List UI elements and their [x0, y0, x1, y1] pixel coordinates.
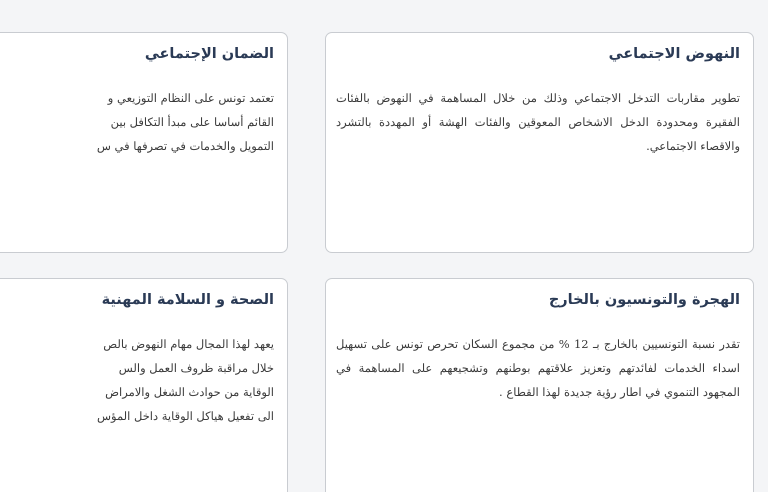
card-description-line: يعهد لهذا المجال مهام النهوض بالص: [103, 337, 274, 351]
card-description-line: تعتمد تونس على النظام التوزيعي و: [107, 91, 274, 105]
card-description: [0, 332, 274, 428]
card-social-promotion[interactable]: [325, 32, 754, 253]
card-description: [0, 86, 274, 158]
card-title[interactable]: النهوض الاجتماعي: [608, 46, 740, 62]
card-title[interactable]: الهجرة والتونسيون بالخارج: [548, 292, 740, 308]
card-occupational-health[interactable]: [0, 278, 288, 492]
card-description: تقدر نسبة التونسيين بالخارج بـ 12 % من مجموع السكان تحرص تونس على تسهيل اسداء الخدمات لفائدتهم وتعزيز علاقتهم بوطنهم وتشجيعهم على المساهمة في المجهود التنموي في اطار رؤية جديدة لهذا القطاع .: [336, 337, 740, 399]
card-social-security[interactable]: [0, 32, 288, 253]
card-description-line: القائم أساسا على مبدأ التكافل بين: [110, 115, 274, 129]
card-description-line: الوقاية من حوادث الشغل والامراض: [105, 385, 274, 399]
card-title[interactable]: الضمان الإجتماعي: [144, 46, 274, 62]
card-description: تطوير مقاربات التدخل الاجتماعي وذلك من خلال المساهمة في النهوض بالفئات الفقيرة ومحدودة الدخل الاشخاص المعوقين والفئات الهشة أو المهددة بالتشرد والاقصاء الاجتماعي.: [336, 91, 740, 153]
card-description-line: التمويل والخدمات في تصرفها في س: [96, 139, 274, 153]
card-title[interactable]: الصحة و السلامة المهنية: [101, 292, 274, 308]
card-description-line: الى تفعيل هياكل الوقاية داخل المؤس: [97, 409, 274, 423]
card-migration[interactable]: [325, 278, 754, 492]
card-description-line: خلال مراقبة ظروف العمل والس: [118, 361, 274, 375]
